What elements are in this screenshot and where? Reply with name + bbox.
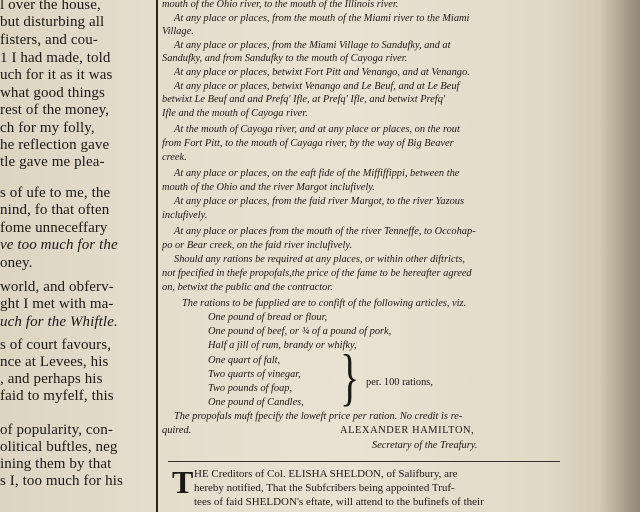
left-line: olitical buftles, neg bbox=[0, 439, 118, 455]
ration-item: One quart of falt, bbox=[208, 355, 281, 366]
right-line: At any place or places, from the faid river Margot, to the river Yazous bbox=[174, 196, 465, 207]
left-column bbox=[0, 0, 154, 512]
right-line: mouth of the Ohio river, to the mouth of the Illinois river. bbox=[162, 0, 399, 10]
left-line: of popularity, con- bbox=[0, 422, 113, 438]
right-line: At any place or places, from the mouth of the Miami river to the Miami bbox=[174, 13, 470, 24]
right-line: inclufively. bbox=[162, 210, 208, 221]
ration-item: One pound of beef, or ¾ of a pound of pork, bbox=[208, 326, 392, 337]
left-line: s I, too much for his bbox=[0, 473, 123, 489]
ration-item: One pound of bread or flour, bbox=[208, 312, 328, 323]
per-rations-note: per. 100 rations, bbox=[366, 377, 433, 388]
right-line: Should any rations be required at any places, or within other diftricts, bbox=[174, 254, 466, 265]
ration-item: One pound of Candles, bbox=[208, 397, 304, 408]
right-line: At any place or places, betwixt Fort Pitt and Venango, and at Venango. bbox=[174, 67, 470, 78]
right-line: not fpecified in thefe propofals,the price of the fame to be hereafter agreed bbox=[162, 268, 472, 279]
ration-item: Two quarts of vinegar, bbox=[208, 369, 301, 380]
notice-line: tees of faid SHELDON's eftate, will attend to the bufinefs of their bbox=[194, 496, 484, 508]
left-line: s of court favours, bbox=[0, 337, 112, 353]
right-line: At any place or places, from the Miami Village to Sandufky, and at bbox=[174, 40, 451, 51]
brace-glyph: } bbox=[340, 340, 360, 413]
notice-line: hereby notified, That the Subfcribers being appointed Truf- bbox=[194, 482, 455, 494]
right-column bbox=[162, 0, 640, 512]
left-line: nce at Levees, his bbox=[0, 354, 109, 370]
left-line: fisters, and cou- bbox=[0, 32, 98, 48]
left-line: ght I met with ma- bbox=[0, 296, 114, 312]
notice-line: HE Creditors of Col. ELISHA SHELDON, of Salifbury, are bbox=[194, 468, 458, 480]
right-line: creek. bbox=[162, 152, 187, 163]
right-line: At any place or places, betwixt Venango and Le Beuf, and at Le Beuf bbox=[174, 81, 460, 92]
right-line: At the mouth of Cayoga river, and at any place or places, on the rout bbox=[174, 124, 460, 135]
left-line: nind, fo that often bbox=[0, 202, 110, 218]
left-line: ining them by that bbox=[0, 456, 112, 472]
ration-item: Half a jill of rum, brandy or whifky, bbox=[208, 340, 357, 351]
right-line: quired. bbox=[162, 425, 192, 436]
signature-title: Secretary of the Treafury. bbox=[372, 440, 478, 451]
left-line: , and perhaps his bbox=[0, 371, 103, 387]
left-line: fome unneceffary bbox=[0, 220, 108, 236]
left-line: what good things bbox=[0, 85, 105, 101]
right-line: Village. bbox=[162, 26, 194, 37]
right-line: Sandufky, and from Sandufky to the mouth of Cayoga river. bbox=[162, 53, 408, 64]
left-line: rest of the money, bbox=[0, 102, 110, 118]
left-line: faid to myfelf, this bbox=[0, 388, 114, 404]
right-line: from Fort Pitt, to the mouth of Cayaga river, by the way of Big Beaver bbox=[162, 138, 454, 149]
right-line: mouth of the Ohio and the river Margot inclufively. bbox=[162, 182, 375, 193]
right-line: The rations to be fupplied are to confift of the following articles, viz. bbox=[182, 298, 467, 309]
left-line: world, and obferv- bbox=[0, 279, 114, 295]
right-line: betwixt Le Beuf and and Prefq' Ifle, at Prefq' Ifle, and betwixt Prefq' bbox=[162, 94, 446, 105]
left-line: l over the house, bbox=[0, 0, 101, 13]
right-line: po or Bear creek, on the faid river inclufively. bbox=[162, 240, 353, 251]
right-line: The propofals muft fpecify the loweft price per ration. No credit is re- bbox=[174, 411, 463, 422]
section-divider bbox=[168, 461, 560, 462]
ration-item: Two pounds of foap, bbox=[208, 383, 293, 394]
left-line: uch for it as it was bbox=[0, 67, 113, 83]
column-rule bbox=[156, 0, 158, 512]
left-line: ch for my folly, bbox=[0, 120, 95, 136]
right-line: At any place or places, on the eaft fide of the Miffiffippi, between the bbox=[174, 168, 460, 179]
left-line: oney. bbox=[0, 255, 33, 271]
left-line: ve too much for the bbox=[0, 237, 118, 253]
left-line: tle gave me plea- bbox=[0, 154, 105, 170]
left-line: s of ufe to me, the bbox=[0, 185, 111, 201]
right-line: At any place or places from the mouth of the river Tenneffe, to Occohap- bbox=[174, 226, 476, 237]
left-line: but disturbing all bbox=[0, 14, 105, 30]
notice-dropcap: T bbox=[172, 464, 194, 500]
left-line: 1 I had made, told bbox=[0, 50, 111, 66]
right-line: Ifle and the mouth of Cayoga river. bbox=[162, 108, 308, 119]
right-line: on, betwixt the public and the contractor. bbox=[162, 282, 333, 293]
left-line: uch for the Whiftle. bbox=[0, 314, 118, 330]
signature-name: ALEXANDER HAMILTON, bbox=[340, 425, 475, 436]
left-line: he reflection gave bbox=[0, 137, 110, 153]
